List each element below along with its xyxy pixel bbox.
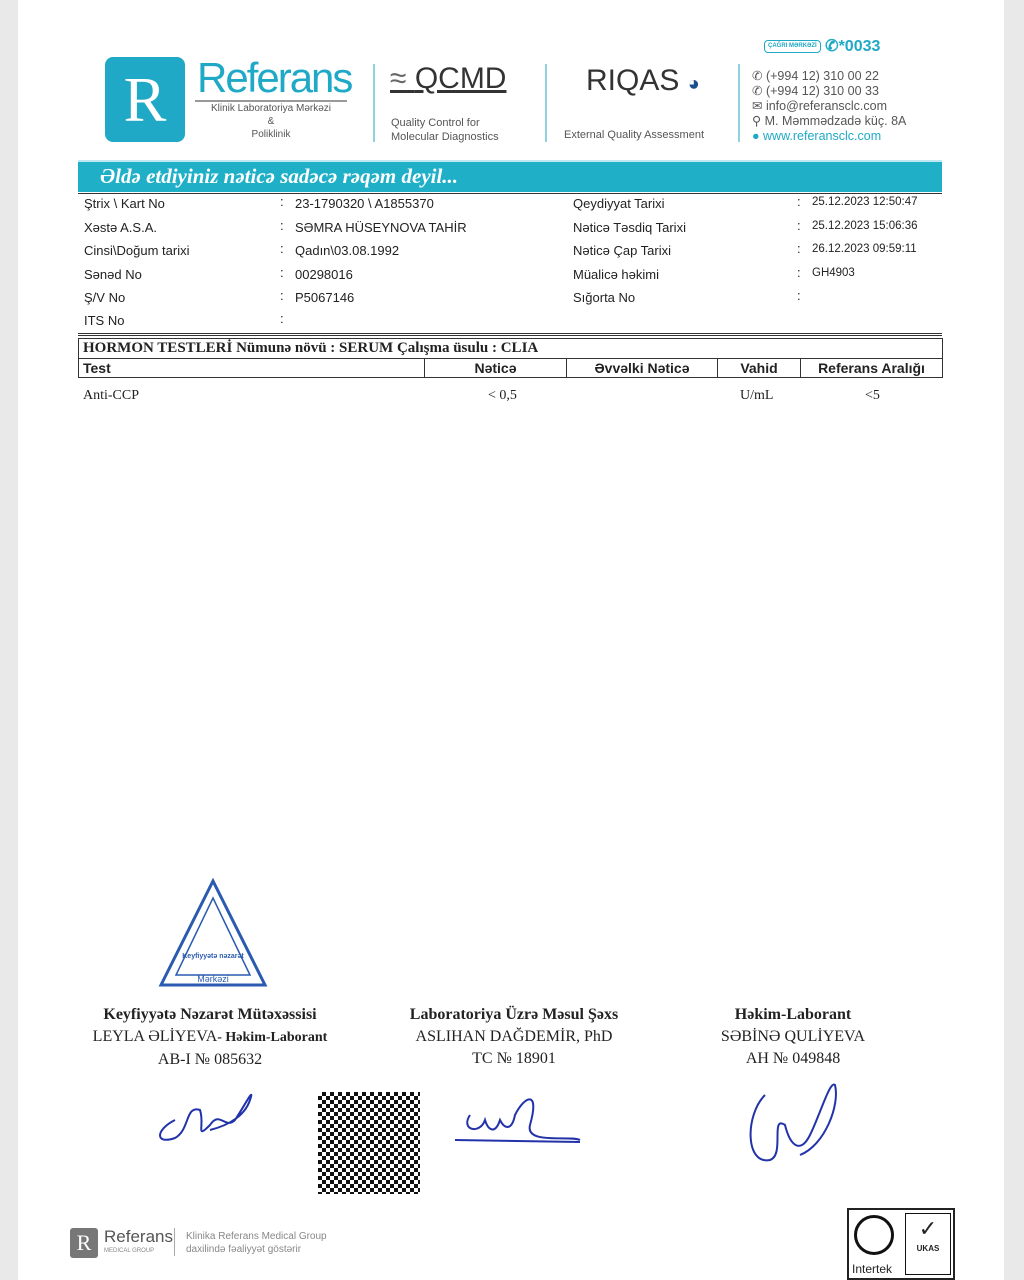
qr-code	[318, 1092, 420, 1194]
certification-badge	[847, 1208, 955, 1280]
info-label: Nəticə Təsdiq Tarixi	[573, 220, 686, 235]
signatory-3	[643, 1004, 943, 1070]
info-label: Ş/V No	[84, 290, 126, 305]
intertek-label: Intertek	[852, 1262, 893, 1276]
qcmd-subtitle	[391, 116, 499, 144]
colon: :	[797, 194, 801, 209]
table-title: HORMON TESTLERİ Nümunə növü : SERUM Çalışma üsulu : CLIA	[79, 339, 943, 359]
info-value: P5067146	[295, 290, 355, 305]
info-value: 26.12.2023 09:59:11	[812, 243, 917, 255]
divider	[373, 64, 375, 142]
brand-subtitle	[195, 100, 347, 141]
info-label: Sığorta No	[573, 290, 636, 305]
call-number: *0033	[838, 38, 881, 55]
qcmd-logo: ≈ QCMD	[390, 62, 507, 95]
license-id: TC № 18901	[472, 1050, 556, 1067]
colon: :	[797, 265, 801, 280]
check-icon: ✓	[918, 1216, 938, 1241]
qcmd-text: QCMD	[414, 62, 507, 95]
signature-3	[740, 1075, 850, 1175]
qcmd-sub-line: Quality Control for	[391, 117, 480, 129]
footer-logo-mark: R	[70, 1228, 98, 1258]
info-label: Ştrix \ Kart No	[84, 196, 165, 211]
signature-2	[450, 1085, 590, 1155]
info-value: 25.12.2023 12:50:47	[812, 196, 918, 208]
test-name: Anti-CCP	[83, 388, 140, 403]
signatory-2	[364, 1004, 664, 1070]
divider	[738, 64, 740, 142]
name-suffix: - Həkim-Laborant	[217, 1030, 328, 1045]
info-value: SƏMRA HÜSEYNOVA TAHİR	[295, 220, 467, 235]
brand-sub-line: Poliklinik	[251, 129, 291, 140]
phone: (+994 12) 310 00 22	[765, 69, 879, 83]
col-result: Nəticə	[425, 359, 567, 378]
svg-text:Mərkəzi: Mərkəzi	[197, 974, 229, 984]
footer-line: Klinika Referans Medical Group	[186, 1231, 327, 1242]
ukas-mark	[905, 1213, 951, 1275]
info-value: 23-1790320 \ A1855370	[295, 196, 434, 211]
divider	[545, 64, 547, 142]
footer-brand: Referans	[104, 1227, 173, 1246]
info-label: Qeydiyyat Tarixi	[573, 196, 665, 211]
divider	[78, 333, 942, 334]
role: Laboratoriya Üzrə Məsul Şəxs	[409, 1006, 619, 1023]
phone: (+994 12) 310 00 33	[765, 84, 879, 98]
info-label: Müalicə həkimi	[573, 267, 659, 282]
location-icon: ⚲	[752, 114, 765, 128]
call-center	[764, 36, 880, 56]
info-value: Qadın\03.08.1992	[295, 243, 400, 258]
name: ASLIHAN DAĞDEMİR, PhD	[415, 1028, 613, 1045]
col-test: Test	[79, 359, 425, 378]
brand-name: Referans	[197, 54, 352, 101]
license-id: AB-I № 085632	[157, 1051, 263, 1068]
globe-icon	[854, 1215, 894, 1255]
info-label: Xəstə A.S.A.	[84, 220, 157, 235]
footer-brand-sub: MEDICAL GROUP	[104, 1248, 155, 1254]
divider	[174, 1228, 175, 1256]
colon: :	[280, 311, 284, 326]
divider	[78, 335, 942, 336]
license-id: AH № 049848	[745, 1050, 841, 1067]
riqas-subtitle: External Quality Assessment	[564, 129, 705, 141]
signature-1	[150, 1080, 265, 1150]
web-icon: ●	[752, 129, 764, 143]
colon: :	[280, 241, 284, 256]
call-center-label: ÇAĞRI MƏRKƏZİ	[764, 40, 821, 53]
colon: :	[797, 288, 801, 303]
slogan-banner	[78, 160, 942, 192]
riqas-text: RIQAS	[586, 64, 680, 97]
referans-logo: R	[105, 57, 185, 142]
qcmd-sub-line: Molecular Diagnostics	[391, 131, 499, 143]
test-result: < 0,5	[488, 388, 517, 403]
address: M. Məmmədzadə küç. 8A	[764, 114, 907, 128]
email-icon: ✉	[752, 99, 766, 113]
info-value: GH4903	[812, 267, 855, 279]
info-label: Nəticə Çap Tarixi	[573, 243, 672, 258]
globe-icon: ◕	[687, 73, 700, 95]
brand-sub-line: &	[267, 116, 275, 127]
phone-icon: ✆	[825, 38, 839, 55]
phone-icon: ✆	[752, 69, 766, 83]
riqas-logo	[586, 64, 700, 98]
phone-icon: ✆	[752, 84, 766, 98]
col-previous: Əvvəlki Nəticə	[567, 359, 718, 378]
results-table	[78, 338, 943, 378]
contacts	[752, 69, 906, 144]
email: info@referansclc.com	[765, 99, 888, 113]
website: www.referansclc.com	[763, 129, 882, 143]
info-label: Sənəd No	[84, 267, 142, 282]
test-unit: U/mL	[740, 388, 774, 403]
test-reference: <5	[865, 388, 880, 403]
brand-sub-line: Klinik Laboratoriya Mərkəzi	[210, 103, 332, 114]
info-label: ITS No	[84, 313, 125, 328]
role: Həkim-Laborant	[734, 1006, 852, 1023]
slogan: Əldə etdiyiniz nəticə sadəcə rəqəm deyil...	[100, 164, 459, 188]
footer-line: daxilində fəaliyyət göstərir	[186, 1244, 302, 1255]
colon: :	[280, 265, 284, 280]
ukas-label: UKAS	[916, 1244, 940, 1253]
colon: :	[280, 288, 284, 303]
quality-stamp	[158, 878, 268, 988]
info-value: 25.12.2023 15:06:36	[812, 220, 918, 232]
divider	[78, 193, 942, 194]
col-unit: Vahid	[718, 359, 801, 378]
svg-text:Keyfiyyətə nəzarət: Keyfiyyətə nəzarət	[182, 953, 244, 960]
col-reference: Referans Aralığı	[801, 359, 943, 378]
signatory-1	[60, 1004, 360, 1071]
colon: :	[280, 194, 284, 209]
name: LEYLA ƏLİYEVA	[92, 1028, 218, 1045]
role: Keyfiyyətə Nəzarət Mütəxəssisi	[103, 1006, 317, 1023]
colon: :	[797, 218, 801, 233]
colon: :	[797, 241, 801, 256]
colon: :	[280, 218, 284, 233]
info-value: 00298016	[295, 267, 353, 282]
name: SƏBİNƏ QULİYEVA	[720, 1028, 866, 1045]
info-label: Cinsi\Doğum tarixi	[84, 243, 190, 258]
